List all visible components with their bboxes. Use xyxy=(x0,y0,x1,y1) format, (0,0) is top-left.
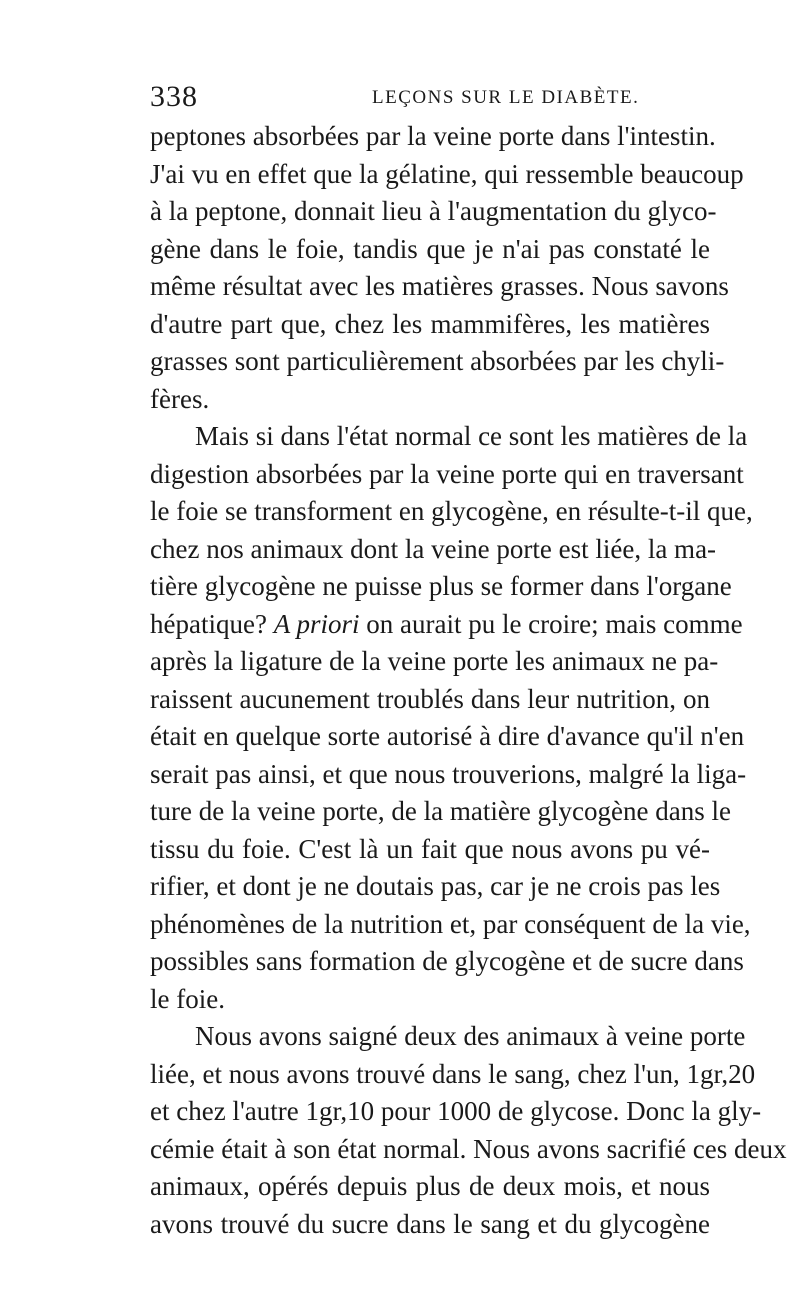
text-line: le foie se transforment en glycogène, en résulte-t-il que, xyxy=(150,496,753,526)
text-line: raissent aucunement troublés dans leur nutrition, on xyxy=(150,683,710,714)
running-title: LEÇONS SUR LE DIABÈTE. xyxy=(372,87,640,108)
text-line: grasses sont particulièrement absorbées par les chyli- xyxy=(150,346,725,376)
text-line: fères. xyxy=(150,383,210,414)
text-line: Mais si dans l'état normal ce sont les matières de la xyxy=(195,421,748,451)
text-line: était en quelque sorte autorisé à dire d'avance qu'il n'en xyxy=(150,721,745,751)
text-line: liée, et nous avons trouvé dans le sang, chez l'un, 1gr,20 xyxy=(150,1058,756,1089)
italic-phrase: A priori xyxy=(273,608,360,639)
text-line: peptones absorbées par la veine porte dans l'intestin. xyxy=(150,121,716,151)
text-line xyxy=(150,606,743,644)
text-segment: on aurait pu le croire; mais comme xyxy=(359,608,743,639)
page-header xyxy=(150,82,710,112)
text-line: d'autre part que, chez les mammifères, les matières xyxy=(150,308,710,339)
page-number: 338 xyxy=(150,80,198,113)
text-line: ture de la veine porte, de la matière glycogène dans le xyxy=(150,796,731,826)
text-line: J'ai vu en effet que la gélatine, qui ressemble beaucoup xyxy=(150,158,744,189)
text-line: gène dans le foie, tandis que je n'ai pas constaté le xyxy=(150,233,710,264)
text-line: animaux, opérés depuis plus de deux mois, et nous xyxy=(150,1171,710,1201)
text-line: rifier, et dont je ne doutais pas, car je ne crois pas les xyxy=(150,871,721,901)
text-line: à la peptone, donnait lieu à l'augmentation du glyco- xyxy=(150,196,717,226)
text-line: Nous avons saigné deux des animaux à veine porte xyxy=(195,1021,746,1051)
text-line: après la ligature de la veine porte les animaux ne pa- xyxy=(150,646,719,676)
text-line: digestion absorbées par la veine porte qui en traversant xyxy=(150,458,744,489)
text-segment: hépatique? xyxy=(150,608,274,639)
text-line: chez nos animaux dont la veine porte est liée, la ma- xyxy=(150,533,717,564)
text-line: tissu du foie. C'est là un fait que nous avons pu vé- xyxy=(150,833,710,864)
text-line: le foie. xyxy=(150,983,225,1014)
text-line: et chez l'autre 1gr,10 pour 1000 de glycose. Donc la gly- xyxy=(150,1096,762,1126)
text-line: serait pas ainsi, et que nous trouverions, malgré la liga- xyxy=(150,758,747,789)
body-text xyxy=(150,118,787,1243)
text-line: même résultat avec les matières grasses. Nous savons xyxy=(150,271,729,301)
text-line: possibles sans formation de glycogène et de sucre dans xyxy=(150,946,744,976)
text-line: phénomènes de la nutrition et, par conséquent de la vie, xyxy=(150,908,751,939)
text-line: tière glycogène ne puisse plus se former dans l'organe xyxy=(150,571,732,601)
text-line: cémie était à son état normal. Nous avons sacrifié ces deux xyxy=(150,1133,787,1164)
text-line: avons trouvé du sucre dans le sang et du glycogène xyxy=(150,1208,710,1239)
